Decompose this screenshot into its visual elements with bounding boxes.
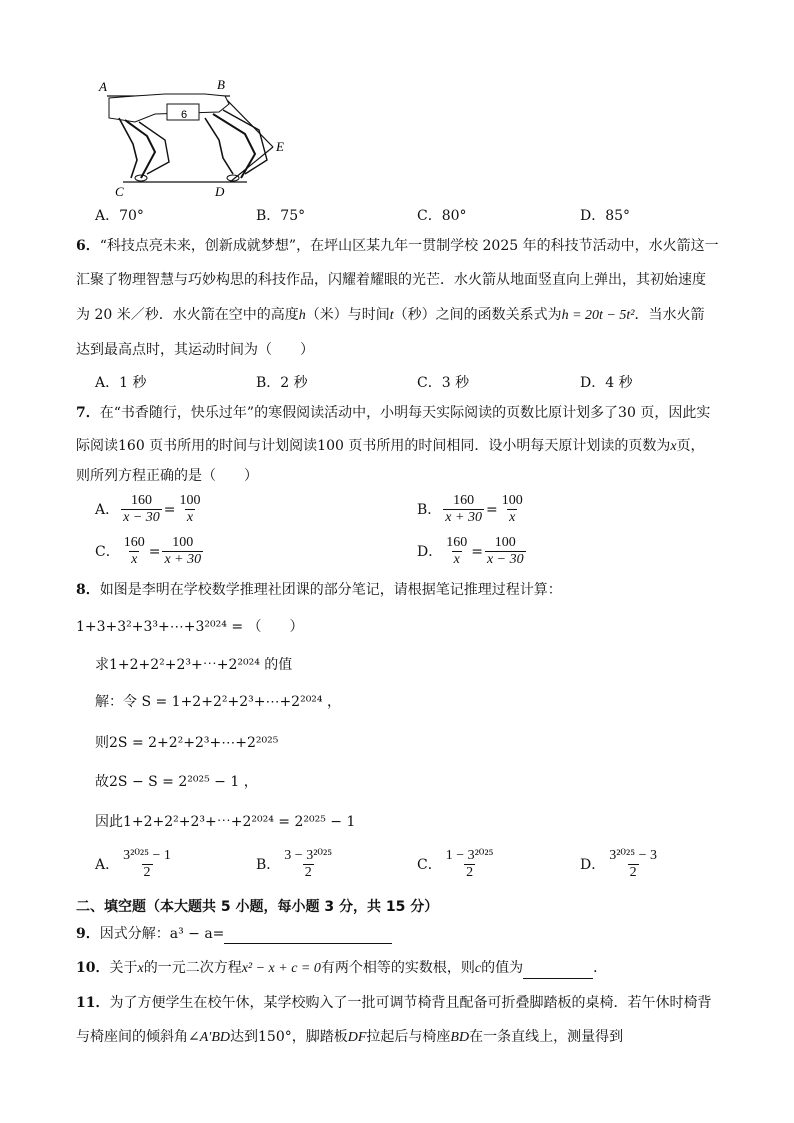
q8-option-d: D． $\frac{\text{3²⁰²⁵ − 3}}{2}$	[580, 848, 658, 880]
q8-note2: 解：令 S = 1+2+2²+2³+⋯+2²⁰²⁴ ，	[95, 694, 341, 710]
q6-line4: 达到最高点时，其运动时间为（ ）	[76, 342, 314, 358]
q11-line1: 11．为了方便学生在校午休，某学校购入了一批可调节椅背且配备可折叠脚踏板的桌椅．若午休时椅背	[76, 995, 712, 1011]
q6-option-c: C．3 秒	[417, 375, 470, 391]
q7-option-d: D． $\frac{160}{x}$ = $\frac{100}{x - 30}$	[417, 535, 524, 567]
q10-answer-blank[interactable]	[523, 962, 593, 979]
q6-option-a: A．1 秒	[95, 375, 147, 391]
q7-line3: 则所列方程正确的是（ ）	[76, 468, 258, 484]
robot-text: 6	[181, 109, 188, 121]
q6-line2: 汇聚了物理智慧与巧妙构思的科技作品，闪耀着耀眼的光芒．水火箭从地面竖直向上弹出，其初始速度	[76, 272, 706, 288]
q7-line1: 7．在“书香随行，快乐过年”的寒假阅读活动中，小明每天实际阅读的页数比原计划多了30 页，因此实	[76, 405, 711, 421]
section2-title: 二、填空题（本大题共 5 小题，每小题 3 分，共 15 分）	[76, 899, 439, 915]
q8-note3: 则2S = 2+2²+2³+⋯+2²⁰²⁵	[95, 735, 279, 751]
q7-option-a: A． $\frac{160}{x - 30}$ = $\frac{100}{x}$	[95, 493, 201, 525]
q8-option-c: C． $\frac{\text{1 − 3²⁰²⁵}}{2}$	[417, 848, 494, 880]
q6-line1: 6．“科技点亮未来，创新成就梦想”，在坪山区某九年一贯制学校 2025 年的科技节活动中，水火箭这一	[76, 238, 719, 254]
label-b: B	[217, 77, 225, 92]
q8-line1: 8．如图是李明在学校数学推理社团课的部分笔记，请根据笔记推理过程计算：	[76, 582, 562, 598]
label-d: D	[215, 184, 225, 199]
q10-number: 10．	[76, 960, 110, 976]
q5-option-b: B．75°	[256, 208, 306, 224]
q8-expr: 1+3+3²+3³+⋯+3²⁰²⁴ = （ ）	[76, 619, 304, 635]
q11-number: 11．	[76, 995, 110, 1011]
q7-option-b: B． $\frac{160}{x + 30}$ = $\frac{100}{x}$	[417, 493, 523, 525]
q5-option-c: C．80°	[417, 208, 467, 224]
q11-line2: 与椅座间的倾斜角∠A′BD达到150°，脚踏板DF拉起后与椅座BD在一条直线上，测量得到	[76, 1029, 624, 1045]
q7-option-c: C． $\frac{160}{x}$ = $\frac{100}{x + 30}$	[95, 535, 202, 567]
q6-line3: 为 20 米／秒．水火箭在空中的高度h（米）与时间t（秒）之间的函数关系式为h = 20t − 5t²．当水火箭	[76, 307, 705, 323]
q6-number: 6．	[76, 238, 100, 254]
q8-note4: 故2S − S = 2²⁰²⁵ − 1 ，	[95, 774, 258, 790]
q6-formula: h = 20t − 5t²	[561, 308, 635, 323]
q5-option-d: D．85°	[580, 208, 631, 224]
label-a: A	[99, 79, 107, 94]
q8-number: 8．	[76, 582, 100, 598]
q8-note5: 因此1+2+2²+2³+⋯+2²⁰²⁴ = 2²⁰²⁵ − 1	[95, 814, 356, 830]
q9-answer-blank[interactable]	[224, 927, 392, 944]
q6-option-b: B．2 秒	[256, 375, 308, 391]
q5-option-a: A．70°	[95, 208, 144, 224]
q10-equation: x² − x + c = 0	[241, 961, 321, 976]
robot-dog-figure	[95, 74, 295, 200]
label-e: E	[276, 139, 284, 154]
q6-option-d: D．4 秒	[580, 375, 633, 391]
q10-line: 10．关于x的一元二次方程x² − x + c = 0有两个相等的实数根，则c的值为 ．	[76, 958, 607, 979]
q8-option-b: B． $\frac{\text{3 − 3²⁰²⁵}}{2}$	[256, 848, 333, 880]
q7-number: 7．	[76, 405, 100, 421]
q8-note1: 求1+2+2²+2³+⋯+2²⁰²⁴ 的值	[95, 657, 293, 673]
q9-line: 9．因式分解：a³ − a=	[76, 924, 392, 944]
q8-option-a: A． $\frac{\text{3²⁰²⁵ − 1}}{2}$	[95, 848, 171, 880]
q9-number: 9．	[76, 926, 100, 942]
label-c: C	[115, 184, 124, 199]
q7-line2: 际阅读160 页书所用的时间与计划阅读100 页书所用的时间相同．设小明每天原计划读的页数为x页，	[76, 438, 705, 454]
